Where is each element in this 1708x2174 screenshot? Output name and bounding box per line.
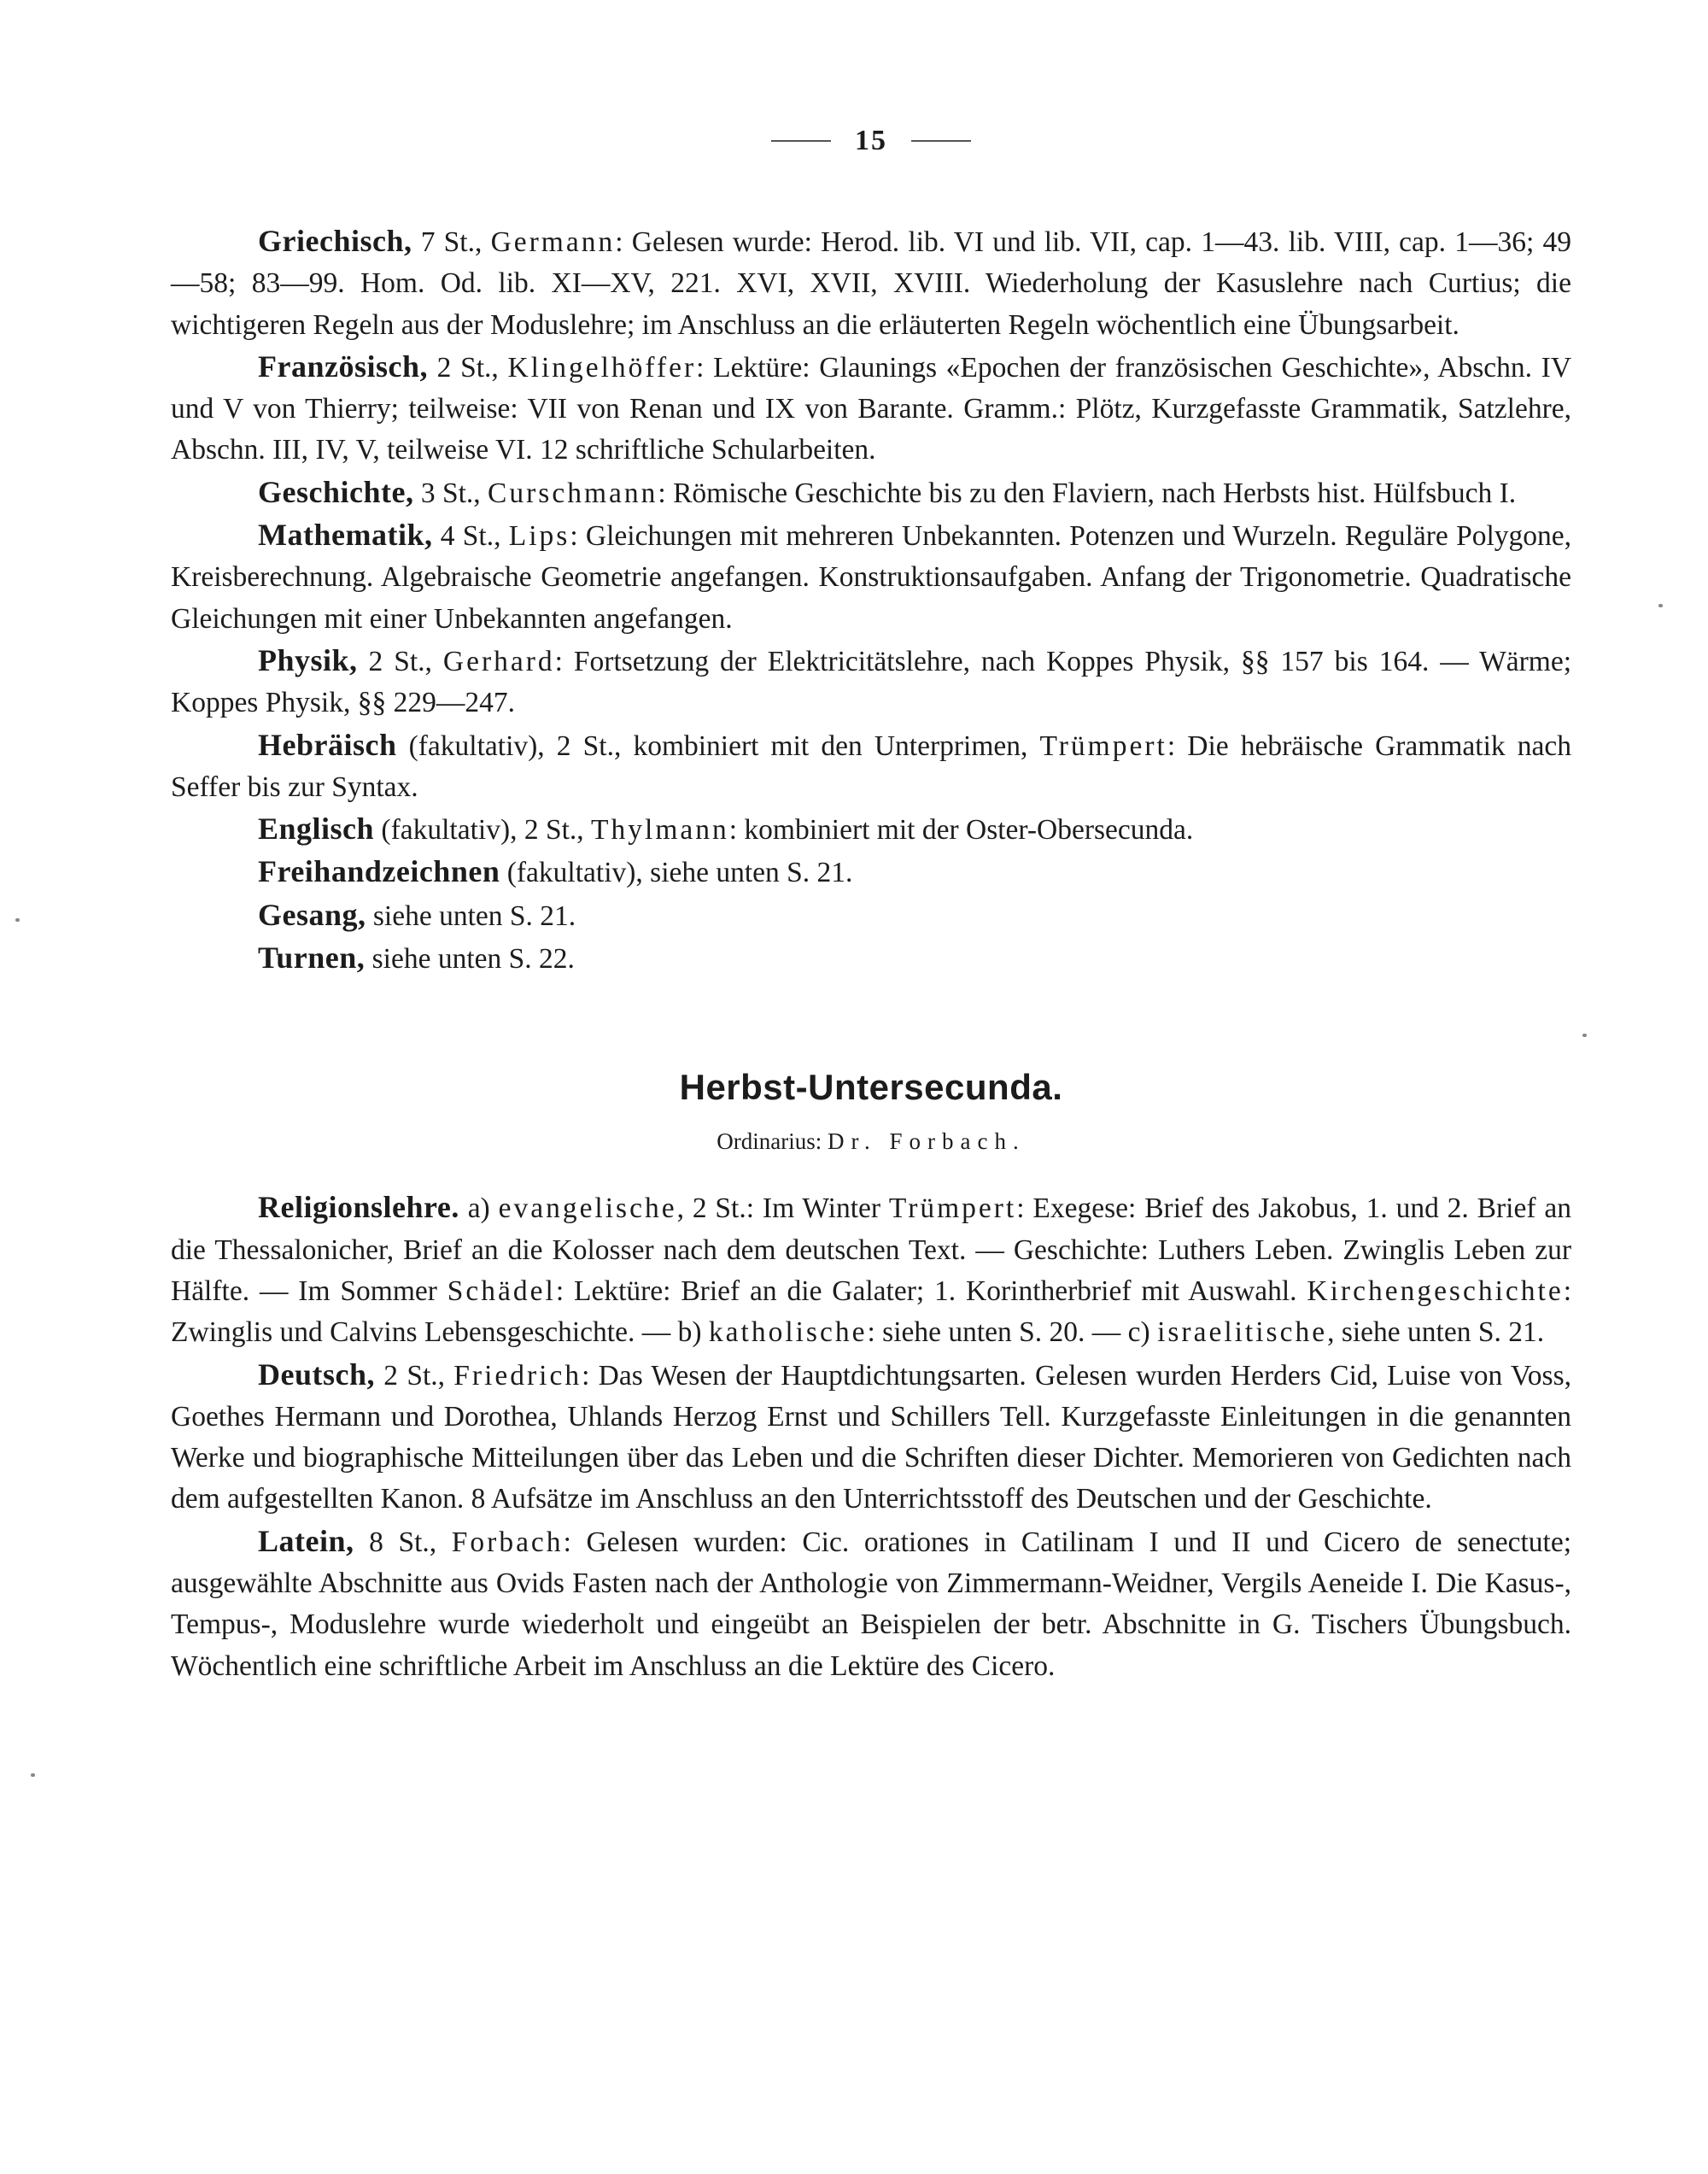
hours-franzoesisch: 2 St.,: [436, 351, 499, 384]
page-number: 15: [855, 125, 887, 156]
paragraph-religionslehre: [171, 1187, 1571, 1353]
teacher-physik: Gerhard: [442, 645, 555, 677]
paragraph-franzoesisch: [171, 346, 1571, 472]
scan-speck: [31, 1773, 35, 1777]
text-englisch-1: (fakultativ), 2 St.,: [374, 814, 592, 847]
text-griechisch: : Gelesen wurde: Herod. lib. VI und lib. VII, cap. 1—43. lib. VIII, cap. 1—36; 49—58; 83—99. Hom. Od. lib. XI—XV, 221. XVI, XVII, XVIII. Wiederholung der Kasuslehre nach Curtius; die wichtigeren Regeln aus der Moduslehre; im Anschluss an die erläuterten Regeln wöchentlich eine Übungsarbeit.: [171, 226, 1572, 341]
text-mathematik: : Gleichungen mit mehreren Unbekannten. Potenzen und Wurzeln. Reguläre Polygone, Kreisberechnung. Algebraische Geometrie angefangen. Konstruktionsaufgaben. Anfang der Trigonometrie. Quadratische Gleichungen mit einer Unbekannten angefangen.: [171, 520, 1572, 635]
text-geschichte: : Römische Geschichte bis zu den Flaviern, nach Herbsts hist. Hülfsbuch I.: [658, 477, 1517, 509]
subject-freihandzeichnen: Freihandzeichnen: [258, 854, 500, 889]
paragraph-geschichte: [171, 472, 1571, 514]
ordinarius-name: Dr. Forbach.: [828, 1128, 1026, 1155]
subject-mathematik: Mathematik,: [258, 518, 433, 553]
text-franzoesisch: : Lektüre: Glaunings «Epochen der französischen Geschichte», Abschn. IV und V von Thierry; teilweise: VII von Renan und IX von Barante. Gramm.: Plötz, Kurzgefasste Grammatik, Satzlehre, Abschn. III, IV, V, teilweise VI. 12 schriftliche Schularbeiten.: [171, 351, 1572, 466]
teacher-englisch: Thylmann: [591, 814, 729, 847]
text-turnen: siehe unten S. 22.: [365, 943, 575, 976]
header-rule-right: [911, 140, 971, 142]
text-religion-5: : siehe unten S. 20. — c): [867, 1316, 1158, 1349]
text-religion-3: : Lektüre: Brief an die Galater; 1. Korintherbrief mit Auswahl.: [555, 1275, 1307, 1307]
subject-griechisch: Griechisch,: [258, 224, 412, 258]
subject-geschichte: Geschichte,: [258, 474, 414, 509]
subject-englisch: Englisch: [258, 812, 375, 847]
text-hebraeisch-1: (fakultativ), 2 St., kombiniert mit den Unterprimen,: [396, 730, 1040, 762]
religion-israelitisch: israelitische: [1157, 1316, 1328, 1349]
hours-griechisch: 7 St.,: [420, 226, 483, 258]
subject-latein: Latein,: [258, 1523, 354, 1558]
subject-gesang: Gesang,: [258, 897, 366, 932]
subject-religionslehre: Religionslehre.: [258, 1190, 459, 1225]
religion-evangelisch: evangelische: [498, 1192, 677, 1225]
paragraph-hebraeisch: [171, 724, 1571, 809]
section-title: Herbst-Untersecunda.: [679, 1067, 1063, 1108]
text-religion-2: : Exegese: Brief des Jakobus, 1. und 2. Brief an die Thessalonicher, Brief an die Kolosser nach dem deutschen Text. — Geschichte: Luthers Leben. Zwinglis Leben zur Hälfte. — Im Sommer: [171, 1192, 1571, 1307]
text-religion-a: a): [459, 1192, 499, 1225]
teacher-franzoesisch: Klingelhöffer: [507, 351, 697, 384]
paragraph-freihandzeichnen: [171, 851, 1571, 894]
scan-speck: [1582, 1034, 1587, 1037]
document-page: [171, 111, 1571, 1687]
paragraph-englisch: [171, 808, 1571, 851]
text-religion-1: , 2 St.: Im Winter: [676, 1192, 889, 1225]
paragraph-gesang: [171, 894, 1571, 937]
subject-turnen: Turnen,: [258, 941, 366, 976]
text-religion-6: , siehe unten S. 21.: [1327, 1316, 1545, 1349]
subject-deutsch: Deutsch,: [258, 1357, 375, 1392]
religion-katholisch: katholische: [708, 1316, 868, 1349]
teacher-griechisch: Germann: [490, 226, 616, 258]
hours-geschichte: 3 St.,: [420, 477, 481, 509]
text-hebraeisch-2: : Die hebräische Grammatik nach Seffer bis zur Syntax.: [171, 730, 1571, 803]
religion-kirchengeschichte: Kirchengeschichte: [1307, 1275, 1564, 1307]
text-religion-4: : Zwinglis und Calvins Lebensgeschichte. — b): [171, 1275, 1572, 1349]
teacher-hebraeisch: Trümpert: [1039, 730, 1167, 762]
paragraph-mathematik: [171, 514, 1571, 640]
subject-physik: Physik,: [258, 642, 358, 677]
text-gesang: siehe unten S. 21.: [366, 899, 576, 932]
subject-hebraeisch: Hebräisch: [258, 727, 397, 762]
ordinarius-line: [171, 1123, 1571, 1159]
teacher-religion-1: Trümpert: [888, 1192, 1017, 1225]
hours-physik: 2 St.,: [368, 645, 432, 677]
paragraph-turnen: [171, 937, 1571, 980]
text-englisch-2: : kombiniert mit der Oster-Obersecunda.: [728, 814, 1194, 847]
teacher-geschichte: Curschmann: [488, 477, 658, 509]
teacher-mathematik: Lips: [508, 520, 570, 553]
header-rule-left: [771, 140, 831, 142]
text-latein: : Gelesen wurden: Cic. orationes in Catilinam I und II und Cicero de senectute; ausgewählte Abschnitte aus Ovids Fasten nach der Anthologie von Zimmermann-Weidner, Vergils Aeneide I. Die Kasus-, Tempus-, Moduslehre wurde wiederholt und eingeübt an Beispielen der betr. Abschnitte in G. Tischers Übungsbuch. Wöchentlich eine schriftliche Arbeit im Anschluss an die Lektüre des Cicero.: [171, 1526, 1572, 1682]
page-header: [171, 111, 1571, 171]
paragraph-physik: [171, 640, 1571, 724]
text-freihandzeichnen: (fakultativ), siehe unten S. 21.: [500, 857, 853, 889]
paragraph-deutsch: [171, 1354, 1571, 1521]
paragraph-latein: [171, 1521, 1571, 1687]
paragraph-griechisch: [171, 220, 1571, 346]
ordinarius-label: Ordinarius:: [717, 1128, 822, 1155]
scan-speck: [1658, 604, 1663, 607]
subject-franzoesisch: Französisch,: [258, 349, 428, 384]
teacher-latein: Forbach: [451, 1526, 564, 1558]
scan-speck: [15, 918, 20, 922]
text-deutsch: : Das Wesen der Hauptdichtungsarten. Gelesen wurden Herders Cid, Luise von Voss, Goethes Hermann und Dorothea, Uhlands Herzog Ernst und Schillers Tell. Kurzgefasste Einleitungen in die genannten Werke und biographische Mitteilungen über das Leben und die Schriften dieser Dichter. Memorieren von Gedichten nach dem aufgestellten Kanon. 8 Aufsätze im Anschluss an den Unterrichtsstoff des Deutschen und der Geschichte.: [171, 1359, 1571, 1515]
teacher-deutsch: Friedrich: [453, 1359, 582, 1392]
text-physik: : Fortsetzung der Elektricitätslehre, nach Koppes Physik, §§ 157 bis 164. — Wärme; Koppes Physik, §§ 229—247.: [171, 645, 1572, 719]
hours-deutsch: 2 St.,: [383, 1359, 446, 1392]
teacher-religion-2: Schädel: [447, 1275, 556, 1307]
hours-mathematik: 4 St.,: [440, 520, 501, 553]
hours-latein: 8 St.,: [369, 1526, 437, 1558]
